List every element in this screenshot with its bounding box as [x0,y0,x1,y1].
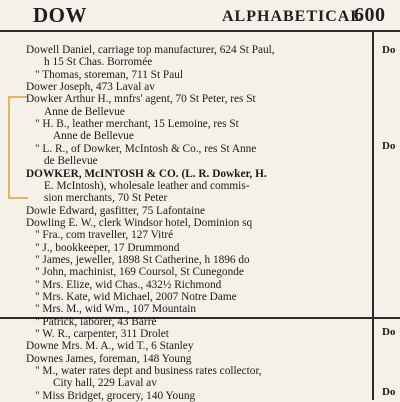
entry-line: Dowling E. W., clerk Windsor hotel, Dominion sq [26,216,253,229]
entry-line: sion merchants, 70 St Peter [44,192,168,205]
entry-line: City hall, 229 Laval av [53,377,157,390]
right-column-fragment: Do [382,44,396,56]
entry-line: Downes James, foreman, 148 Young [26,352,192,365]
entry-line: " H. B., leather merchant, 15 Lemoine, res St [35,118,239,131]
entry-line: " Miss Bridget, grocery, 140 Young [35,389,196,402]
entry-line: " J., bookkeeper, 17 Drummond [35,241,180,254]
right-column-fragment: Do [382,140,396,152]
entry-line: Anne de Bellevue [44,105,125,118]
entry-line: " James, jeweller, 1898 St Catherine, h 1896 do [35,253,250,266]
entry-line: " Mrs. Kate, wid Michael, 2007 Notre Dame [35,291,237,303]
entry-line: " Mrs. M., wid Wm., 107 Mountain [35,303,196,316]
header-surname-range: DOW [33,3,87,27]
entry-line: Dowker Arthur H., mnfrs' agent, 70 St Peter, res St [26,93,256,106]
entry-line: " L. R., of Dowker, McIntosh & Co., res St Anne [35,142,257,155]
entry-line: de Bellevue [44,155,98,168]
header-rule [0,30,400,32]
entry-line: Dowell Daniel, carriage top manufacturer, 624 St Paul, [26,44,275,56]
entry-line: " Thomas, storeman, 711 St Paul [35,68,184,81]
entry-line: " Mrs. Elize, wid Chas., 432½ Richmond [35,278,222,291]
right-column-fragment: Do [382,326,396,338]
right-column-fragment: Do [382,386,396,398]
entry-line: Downe Mrs. M. A., wid T., 6 Stanley [26,340,194,353]
page-number: 600 [354,4,386,26]
entry-line: " M., water rates dept and business rates collector, [35,365,262,378]
entry-line: h 15 St Chas. Borromée [44,56,153,69]
entry-line: Dowle Edward, gasfitter, 75 Lafontaine [26,204,205,217]
entry-line: Anne de Bellevue [53,130,134,143]
entry-line: " W. R., carpenter, 311 Drolet [35,328,169,341]
column-divider [372,30,374,400]
entry-line: DOWKER, McINTOSH & CO. (L. R. Dowker, H. [26,167,267,180]
header-section-title: ALPHABETICAL [222,8,363,25]
entry-line: Dower Joseph, 473 Laval av [26,81,155,94]
entry-line: " John, machinist, 169 Coursol, St Cunegonde [35,266,244,279]
entry-line: " Patrick, laborer, 43 Barré [35,315,157,328]
entry-line: E. McIntosh), wholesale leather and commis- [44,179,250,192]
dowker-highlight-bracket [8,96,28,199]
entry-line: " Fra., com traveller, 127 Vitré [35,229,174,242]
